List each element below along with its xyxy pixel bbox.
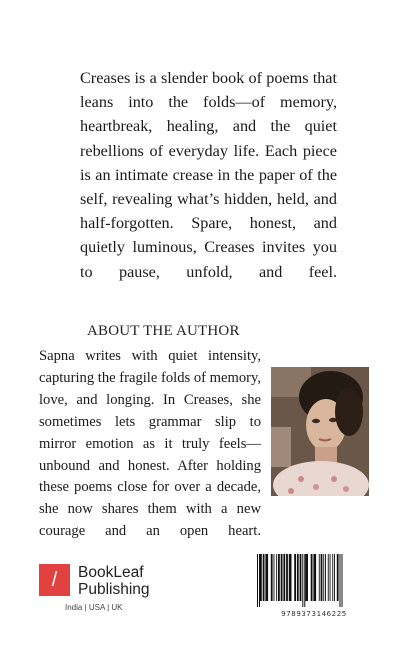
publisher-name-line2: Publishing — [78, 581, 150, 598]
author-bio: Sapna writes with quiet intensity, capturing the fragile folds of memory, love, and longing. In Creases, she sometimes lets grammar slip to mirror emotion as it truly feels—unbound and honest. After holding these poems close for over a decade, she now shares them with a new courage and an open heart. — [39, 348, 261, 540]
about-author-heading: ABOUT THE AUTHOR — [87, 323, 240, 339]
isbn-barcode — [255, 554, 373, 607]
publisher-countries: India | USA | UK — [65, 603, 123, 612]
logo-slash-icon: / — [51, 569, 58, 591]
book-blurb: Creases is a slender book of poems that leans into the folds—of memory, heartbreak, healing, and the quiet rebellions of everyday life. Each piece is an intimate crease in the paper of the self, revealing what’s hidden, held, and half-forgotten. Spare, honest, and quietly luminous, Creases invites you to pause, unfold, and feel. — [80, 69, 337, 281]
publisher-name — [78, 564, 150, 598]
author-photo — [271, 367, 369, 496]
isbn-number: 9789373146225 — [281, 609, 347, 618]
publisher-name-line1: BookLeaf — [78, 564, 144, 581]
publisher-block — [39, 564, 189, 624]
